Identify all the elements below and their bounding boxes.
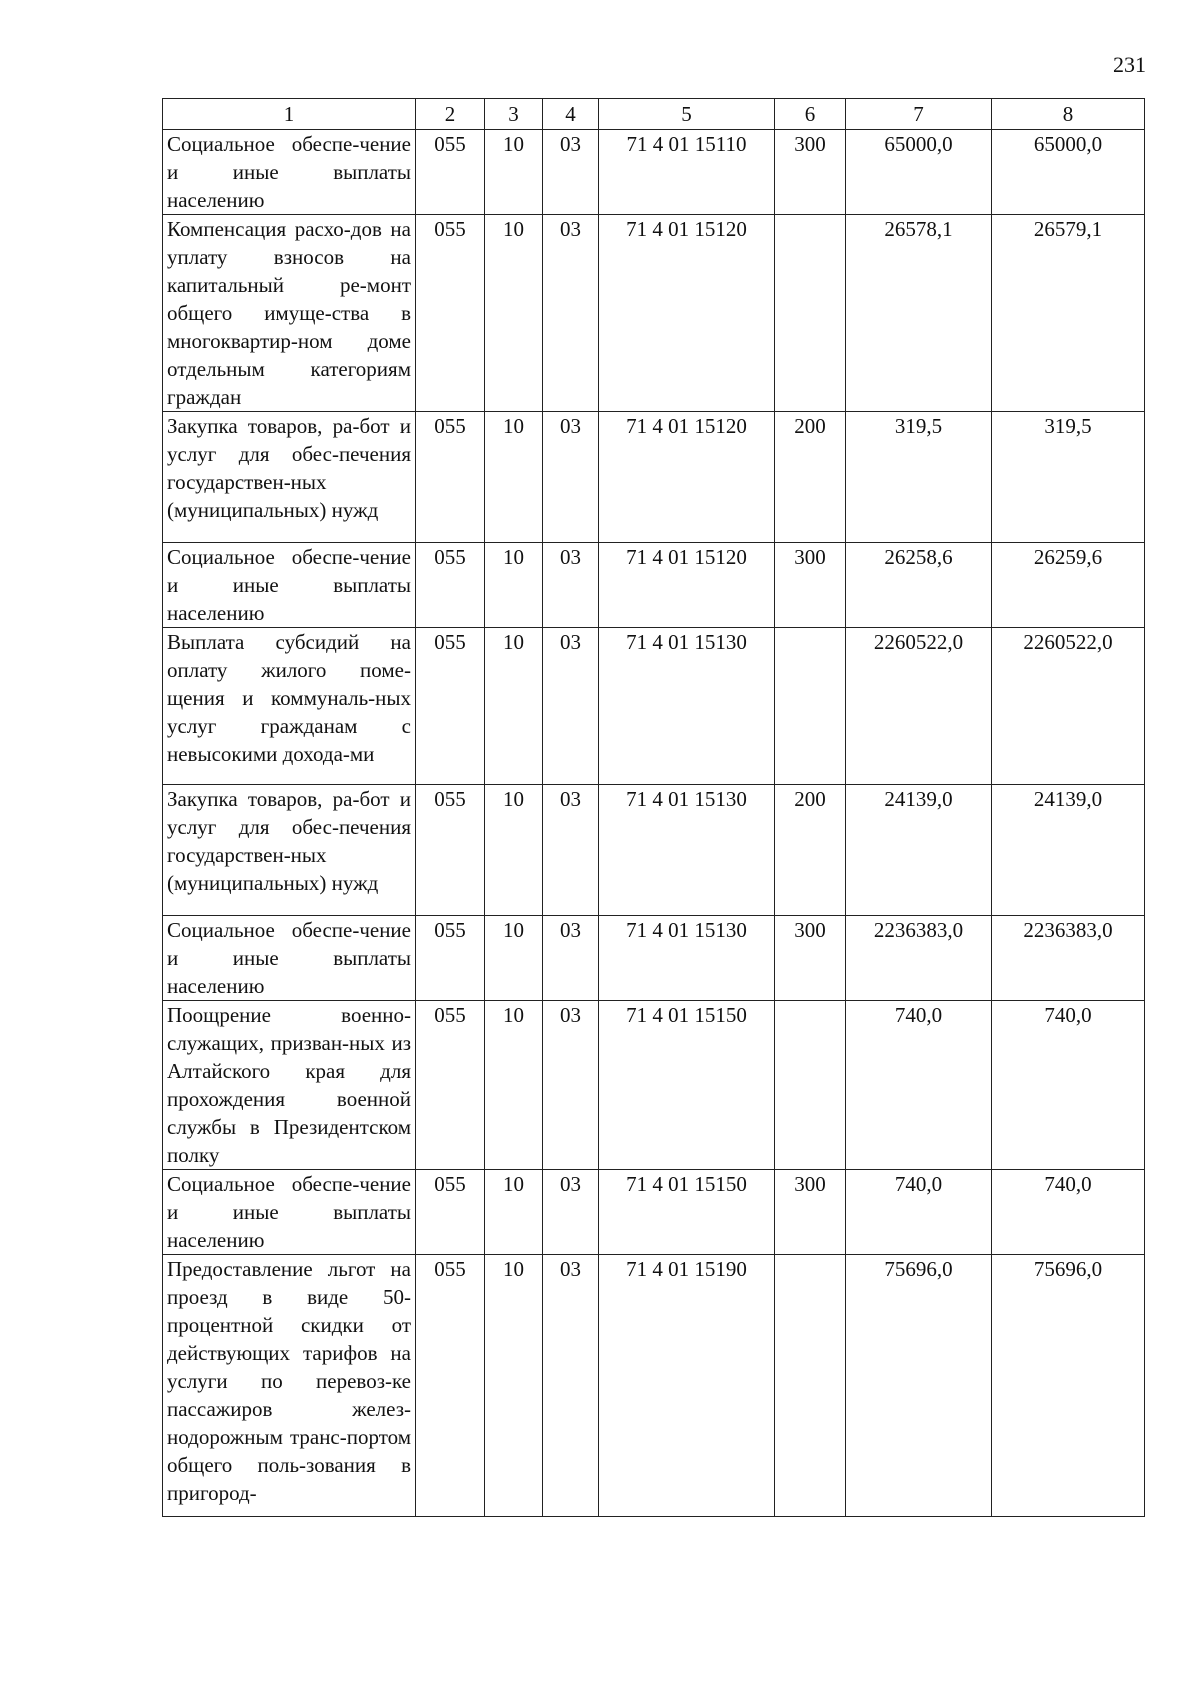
column-header: 5	[599, 99, 775, 130]
column-header: 6	[775, 99, 846, 130]
section-code: 10	[485, 1255, 543, 1517]
amount-col8: 26259,6	[992, 543, 1145, 628]
expense-type-code: 300	[775, 916, 846, 1001]
column-header: 4	[543, 99, 599, 130]
subsection-code: 03	[543, 543, 599, 628]
chapter-code: 055	[416, 1170, 485, 1255]
chapter-code: 055	[416, 628, 485, 785]
amount-col8: 75696,0	[992, 1255, 1145, 1517]
amount-col8: 2260522,0	[992, 628, 1145, 785]
row-description: Компенсация расхо-дов на уплату взносов на капитальный ре-монт общего имуще-ства в многоквартир-ном доме отдельным категориям граждан	[163, 215, 416, 412]
chapter-code: 055	[416, 785, 485, 916]
amount-col7: 24139,0	[846, 785, 992, 916]
column-header: 3	[485, 99, 543, 130]
amount-col7: 26578,1	[846, 215, 992, 412]
column-header: 8	[992, 99, 1145, 130]
table-row	[163, 215, 1145, 412]
amount-col8: 740,0	[992, 1170, 1145, 1255]
expense-type-code: 200	[775, 785, 846, 916]
expense-type-code	[775, 1255, 846, 1517]
table-row	[163, 1255, 1145, 1517]
target-article-code: 71 4 01 15190	[599, 1255, 775, 1517]
amount-col7: 2236383,0	[846, 916, 992, 1001]
amount-col8: 740,0	[992, 1001, 1145, 1170]
target-article-code: 71 4 01 15130	[599, 916, 775, 1001]
table-row	[163, 130, 1145, 215]
table-row	[163, 1001, 1145, 1170]
expense-type-code	[775, 1001, 846, 1170]
target-article-code: 71 4 01 15120	[599, 215, 775, 412]
section-code: 10	[485, 412, 543, 543]
subsection-code: 03	[543, 1001, 599, 1170]
chapter-code: 055	[416, 215, 485, 412]
target-article-code: 71 4 01 15130	[599, 785, 775, 916]
section-code: 10	[485, 628, 543, 785]
amount-col7: 65000,0	[846, 130, 992, 215]
expense-type-code: 200	[775, 412, 846, 543]
section-code: 10	[485, 543, 543, 628]
section-code: 10	[485, 785, 543, 916]
section-code: 10	[485, 1001, 543, 1170]
subsection-code: 03	[543, 785, 599, 916]
amount-col7: 740,0	[846, 1170, 992, 1255]
chapter-code: 055	[416, 1001, 485, 1170]
section-code: 10	[485, 916, 543, 1001]
row-description: Социальное обеспе-чение и иные выплаты населению	[163, 543, 416, 628]
chapter-code: 055	[416, 130, 485, 215]
table-row	[163, 412, 1145, 543]
amount-col8: 65000,0	[992, 130, 1145, 215]
subsection-code: 03	[543, 1170, 599, 1255]
section-code: 10	[485, 130, 543, 215]
expense-type-code: 300	[775, 130, 846, 215]
subsection-code: 03	[543, 916, 599, 1001]
subsection-code: 03	[543, 628, 599, 785]
amount-col8: 319,5	[992, 412, 1145, 543]
row-description: Социальное обеспе-чение и иные выплаты населению	[163, 916, 416, 1001]
target-article-code: 71 4 01 15110	[599, 130, 775, 215]
page-number: 231	[1113, 52, 1146, 77]
column-header: 7	[846, 99, 992, 130]
table-header-row	[163, 99, 1145, 130]
table-row	[163, 785, 1145, 916]
amount-col8: 2236383,0	[992, 916, 1145, 1001]
amount-col7: 26258,6	[846, 543, 992, 628]
target-article-code: 71 4 01 15130	[599, 628, 775, 785]
expense-type-code: 300	[775, 1170, 846, 1255]
expense-type-code	[775, 628, 846, 785]
amount-col7: 75696,0	[846, 1255, 992, 1517]
amount-col8: 24139,0	[992, 785, 1145, 916]
section-code: 10	[485, 1170, 543, 1255]
target-article-code: 71 4 01 15120	[599, 412, 775, 543]
amount-col8: 26579,1	[992, 215, 1145, 412]
amount-col7: 740,0	[846, 1001, 992, 1170]
table-row	[163, 916, 1145, 1001]
target-article-code: 71 4 01 15120	[599, 543, 775, 628]
column-header: 1	[163, 99, 416, 130]
expense-type-code: 300	[775, 543, 846, 628]
subsection-code: 03	[543, 412, 599, 543]
subsection-code: 03	[543, 1255, 599, 1517]
target-article-code: 71 4 01 15150	[599, 1001, 775, 1170]
table-body	[163, 130, 1145, 1517]
subsection-code: 03	[543, 215, 599, 412]
row-description: Предоставление льгот на проезд в виде 50-процентной скидки от действующих тарифов на услуги по перевоз-ке пассажиров желез-нодорожным транс-портом общего поль-зования в пригород-	[163, 1255, 416, 1517]
chapter-code: 055	[416, 1255, 485, 1517]
row-description: Закупка товаров, ра-бот и услуг для обес-печения государствен-ных (муниципальных) нужд	[163, 412, 416, 543]
table-row	[163, 543, 1145, 628]
row-description: Социальное обеспе-чение и иные выплаты населению	[163, 1170, 416, 1255]
chapter-code: 055	[416, 543, 485, 628]
subsection-code: 03	[543, 130, 599, 215]
budget-table	[162, 98, 1145, 1517]
section-code: 10	[485, 215, 543, 412]
expense-type-code	[775, 215, 846, 412]
row-description: Поощрение военно-служащих, призван-ных из Алтайского края для прохождения военной службы в Президентском полку	[163, 1001, 416, 1170]
amount-col7: 319,5	[846, 412, 992, 543]
row-description: Выплата субсидий на оплату жилого поме-щения и коммуналь-ных услуг гражданам с невысокими дохода-ми	[163, 628, 416, 785]
row-description: Социальное обеспе-чение и иные выплаты населению	[163, 130, 416, 215]
column-header: 2	[416, 99, 485, 130]
chapter-code: 055	[416, 412, 485, 543]
target-article-code: 71 4 01 15150	[599, 1170, 775, 1255]
row-description: Закупка товаров, ра-бот и услуг для обес-печения государствен-ных (муниципальных) нужд	[163, 785, 416, 916]
table-row	[163, 1170, 1145, 1255]
amount-col7: 2260522,0	[846, 628, 992, 785]
chapter-code: 055	[416, 916, 485, 1001]
table-row	[163, 628, 1145, 785]
